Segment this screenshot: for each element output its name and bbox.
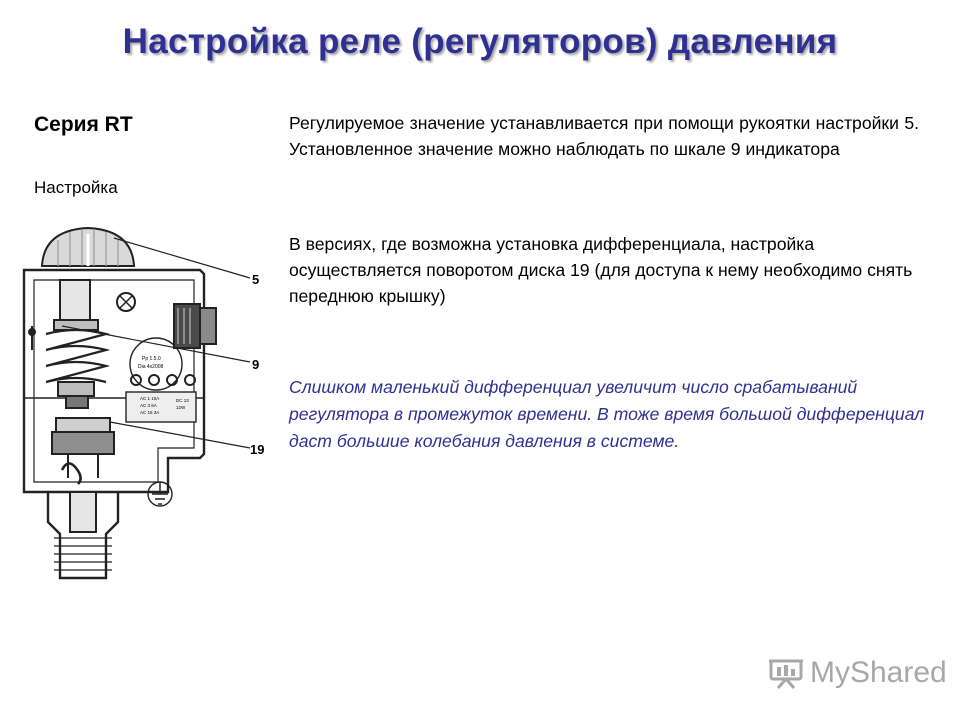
terminal-text-1: AC 1 10A (140, 396, 160, 401)
callout-9: 9 (252, 357, 260, 372)
callout-5: 5 (252, 272, 260, 287)
callout-19: 19 (250, 442, 265, 457)
subheading-label: Настройка (34, 178, 118, 197)
terminal-right-text-1: DC 13 (176, 398, 189, 403)
watermark (768, 656, 947, 690)
slide-title: Настройка реле (регуляторов) давления (122, 22, 838, 61)
terminal-right-text-2: 12W (176, 405, 186, 410)
plate-text-2: Dia 4x2008 (138, 364, 164, 370)
paragraph-differential: В версиях, где возможна установка дифференциала, настройка осуществляется поворотом диска 19 (для доступа к нему необходимо снять переднюю крышку) (289, 234, 913, 306)
terminal-text-3: AC 15 3A (140, 410, 160, 415)
plate-text-1: Pp 1.5.0 (142, 356, 161, 362)
series-label: Серия RT (34, 113, 133, 136)
paragraph-warning: Слишком маленький дифференциал увеличит число срабатываний регулятора в промежуток времени. В тоже время большой дифференциал даст большие колебания давления в системе. (289, 377, 925, 451)
watermark-text: MyShared (810, 656, 947, 689)
paragraph-adjustment: Регулируемое значение устанавливается при помощи рукоятки настройки 5. Установленное значение можно наблюдать по шкале 9 индикатора (289, 113, 919, 159)
pressure-relay-diagram (18, 222, 268, 602)
terminal-text-2: AC 3 6A (140, 403, 157, 408)
presentation-board-icon (768, 657, 804, 689)
